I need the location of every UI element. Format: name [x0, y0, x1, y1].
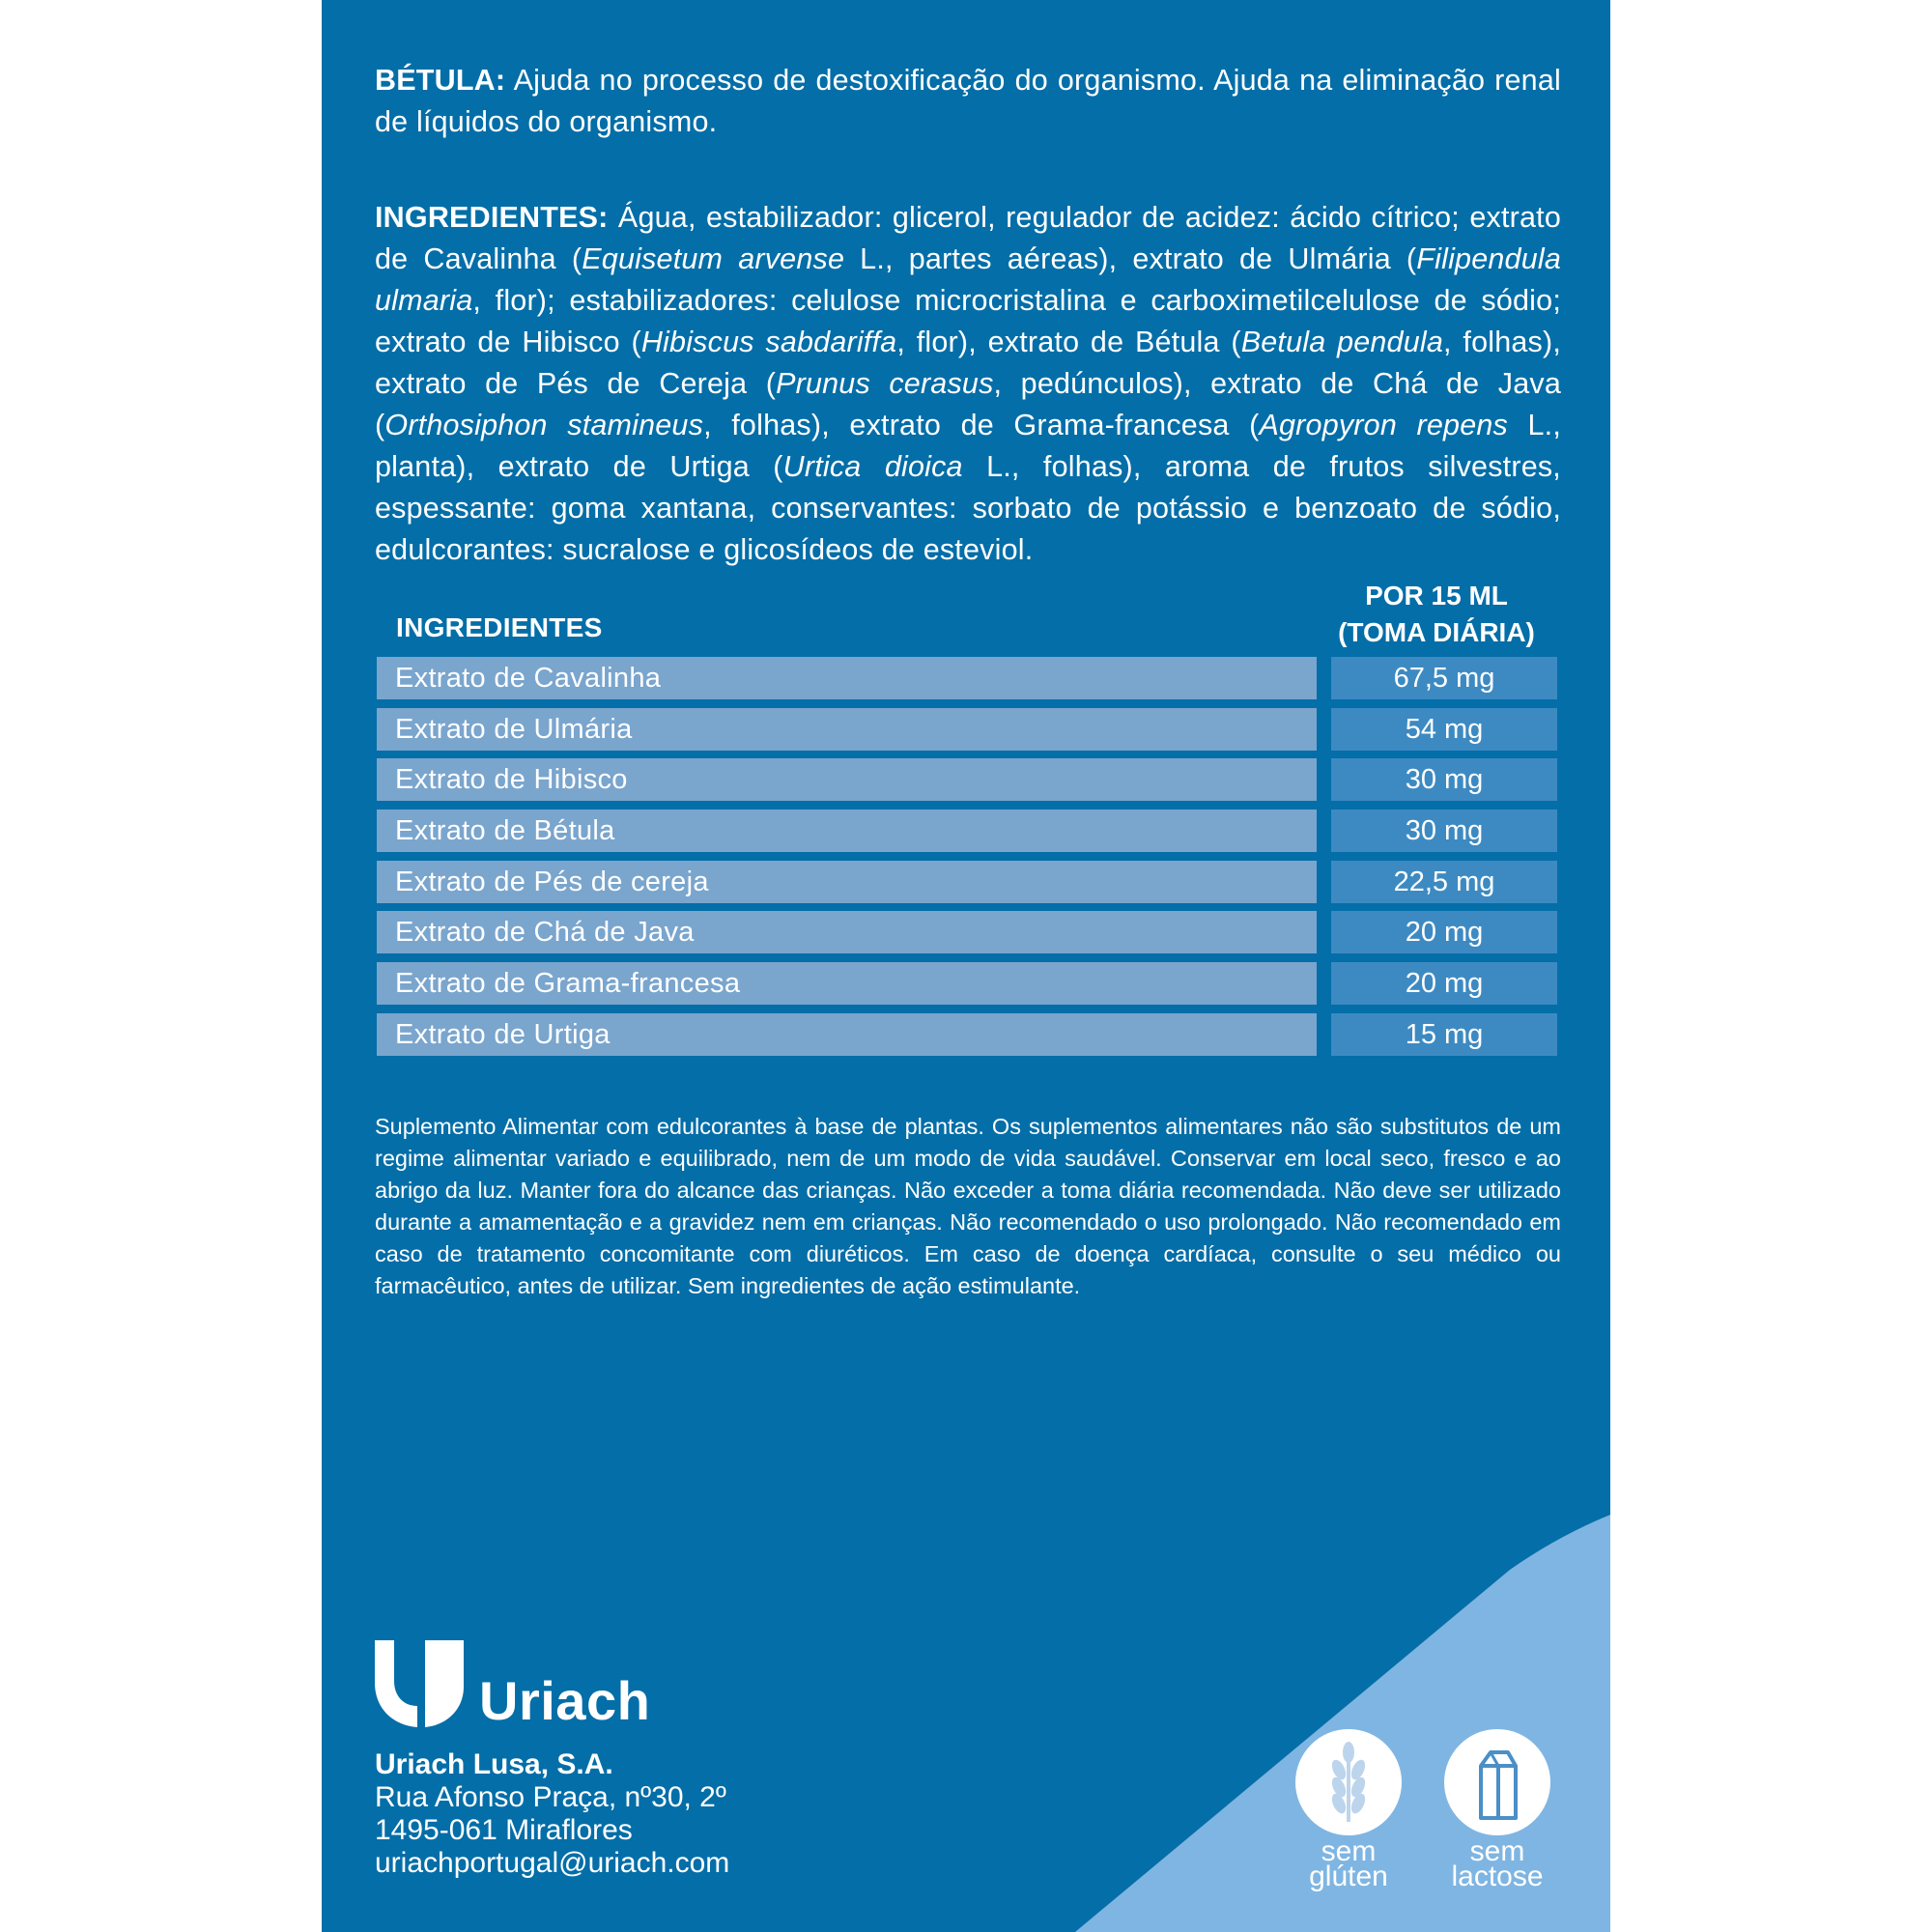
- table-header-dose-line2: (TOMA DIÁRIA): [1338, 617, 1535, 647]
- table-row: [377, 657, 1563, 699]
- table-row: [377, 911, 1563, 953]
- botanical-name: Hibiscus sabdariffa: [640, 326, 897, 358]
- ingredient-name: Extrato de Cavalinha: [377, 657, 1317, 699]
- table-body: [377, 657, 1563, 1056]
- ingredient-amount: 30 mg: [1331, 758, 1557, 801]
- botanical-name: Filipendula ulmaria: [375, 242, 1561, 317]
- table-row: [377, 810, 1563, 852]
- address-street: Rua Afonso Praça, nº30, 2º: [375, 1781, 726, 1813]
- ingredient-name: Extrato de Bétula: [377, 810, 1317, 852]
- gluten-badge-line2: glúten: [1309, 1861, 1388, 1892]
- table-row: [377, 708, 1563, 751]
- ingredients-text-run: L., planta), extrato de Urtiga (: [375, 409, 1562, 483]
- table-header-dose-line1: POR 15 ML: [1365, 581, 1508, 611]
- ingredient-name: Extrato de Ulmária: [377, 708, 1317, 751]
- ingredients-text-run: L., folhas), aroma de frutos silvestres, espessante: goma xantana, conservantes: sorbato de potássio e benzoato de sódio, edulcorantes: sucralose e glicosídeos de esteviol.: [375, 450, 1561, 566]
- lactose-badge-line2: lactose: [1451, 1861, 1544, 1892]
- ingredients-text-run: , flor), extrato de Bétula (: [896, 326, 1241, 358]
- ingredient-name: Extrato de Pés de cereja: [377, 861, 1317, 903]
- contact-email: uriachportugal@uriach.com: [375, 1847, 730, 1879]
- ingredients-table: [377, 578, 1563, 1065]
- address-city: 1495-061 Miraflores: [375, 1814, 633, 1846]
- ingredient-name: Extrato de Grama-francesa: [377, 962, 1317, 1005]
- table-row: [377, 962, 1563, 1005]
- company-name: Uriach Lusa, S.A.: [375, 1748, 613, 1780]
- ingredients-label: INGREDIENTES:: [375, 201, 609, 234]
- ingredient-name: Extrato de Hibisco: [377, 758, 1317, 801]
- botanical-name: Betula pendula: [1240, 326, 1444, 358]
- brand-name: Uriach: [479, 1670, 651, 1731]
- ingredients-list-text: [375, 201, 1561, 566]
- betula-text: Ajuda no processo de destoxificação do organismo. Ajuda na eliminação renal de líquidos do organismo.: [375, 64, 1561, 138]
- botanical-name: Agropyron repens: [1259, 409, 1508, 441]
- ingredient-amount: 30 mg: [1331, 810, 1557, 852]
- ingredients-text-run: , folhas), extrato de Grama-francesa (: [703, 409, 1260, 441]
- botanical-name: Orthosiphon stamineus: [384, 409, 704, 441]
- disclaimer-text: Suplemento Alimentar com edulcorantes à base de plantas. Os suplementos alimentares não são substitutos de um regime alimentar variado e equilibrado, nem de um modo de vida saudável. Conservar em local seco, fresco e ao abrigo da luz. Manter fora do alcance das crianças. Não exceder a toma diária recomendada. Não deve ser utilizado durante a amamentação e a gravidez nem em crianças. Não recomendado o uso prolongado. Não recomendado em caso de tratamento concomitante com diuréticos. Em caso de doença cardíaca, consulte o seu médico ou farmacêutico, antes de utilizar. Sem ingredientes de ação estimulante.: [375, 1114, 1561, 1298]
- lactose-badge-line1: sem: [1469, 1835, 1525, 1867]
- ingredient-name: Extrato de Urtiga: [377, 1013, 1317, 1056]
- ingredients-text-run: , folhas), extrato de Pés de Cereja (: [375, 326, 1562, 400]
- gluten-badge-line1: sem: [1321, 1835, 1377, 1867]
- table-header-ingredients: INGREDIENTES: [396, 612, 603, 642]
- milk-carton-icon: [1444, 1729, 1550, 1835]
- betula-paragraph: [375, 60, 1561, 143]
- table-header-dose: [1323, 578, 1549, 651]
- wheat-icon: [1295, 1729, 1402, 1835]
- table-row: [377, 861, 1563, 903]
- uriach-u-logo-icon: [375, 1640, 464, 1727]
- lactose-free-badge: [1425, 1729, 1570, 1892]
- botanical-name: Urtica dioica: [782, 450, 963, 483]
- ingredient-amount: 20 mg: [1331, 962, 1557, 1005]
- table-row: [377, 758, 1563, 801]
- text-content: [375, 60, 1561, 571]
- ingredient-amount: 54 mg: [1331, 708, 1557, 751]
- ingredient-amount: 22,5 mg: [1331, 861, 1557, 903]
- ingredients-paragraph: [375, 197, 1561, 571]
- ingredients-text-run: , pedúnculos), extrato de Chá de Java (: [375, 367, 1561, 441]
- ingredients-text-run: , flor); estabilizadores: celulose microcristalina e carboximetilcelulose de sódio; extrato de Hibisco (: [375, 284, 1561, 358]
- gluten-badge-label: [1276, 1835, 1421, 1892]
- company-address: [375, 1748, 729, 1880]
- betula-label: BÉTULA:: [375, 64, 506, 97]
- label-panel: [322, 0, 1610, 1932]
- botanical-name: Prunus cerasus: [776, 367, 994, 400]
- ingredient-amount: 15 mg: [1331, 1013, 1557, 1056]
- ingredient-name: Extrato de Chá de Java: [377, 911, 1317, 953]
- ingredient-amount: 67,5 mg: [1331, 657, 1557, 699]
- lactose-badge-label: [1425, 1835, 1570, 1892]
- botanical-name: Equisetum arvense: [582, 242, 845, 275]
- ingredients-text-run: Água, estabilizador: glicerol, regulador de acidez: ácido cítrico; extrato de Cavalinha (: [375, 201, 1561, 275]
- table-header: [377, 578, 1563, 657]
- gluten-free-badge: [1276, 1729, 1421, 1892]
- table-row: [377, 1013, 1563, 1056]
- ingredients-text-run: L., partes aéreas), extrato de Ulmária (: [844, 242, 1417, 275]
- ingredient-amount: 20 mg: [1331, 911, 1557, 953]
